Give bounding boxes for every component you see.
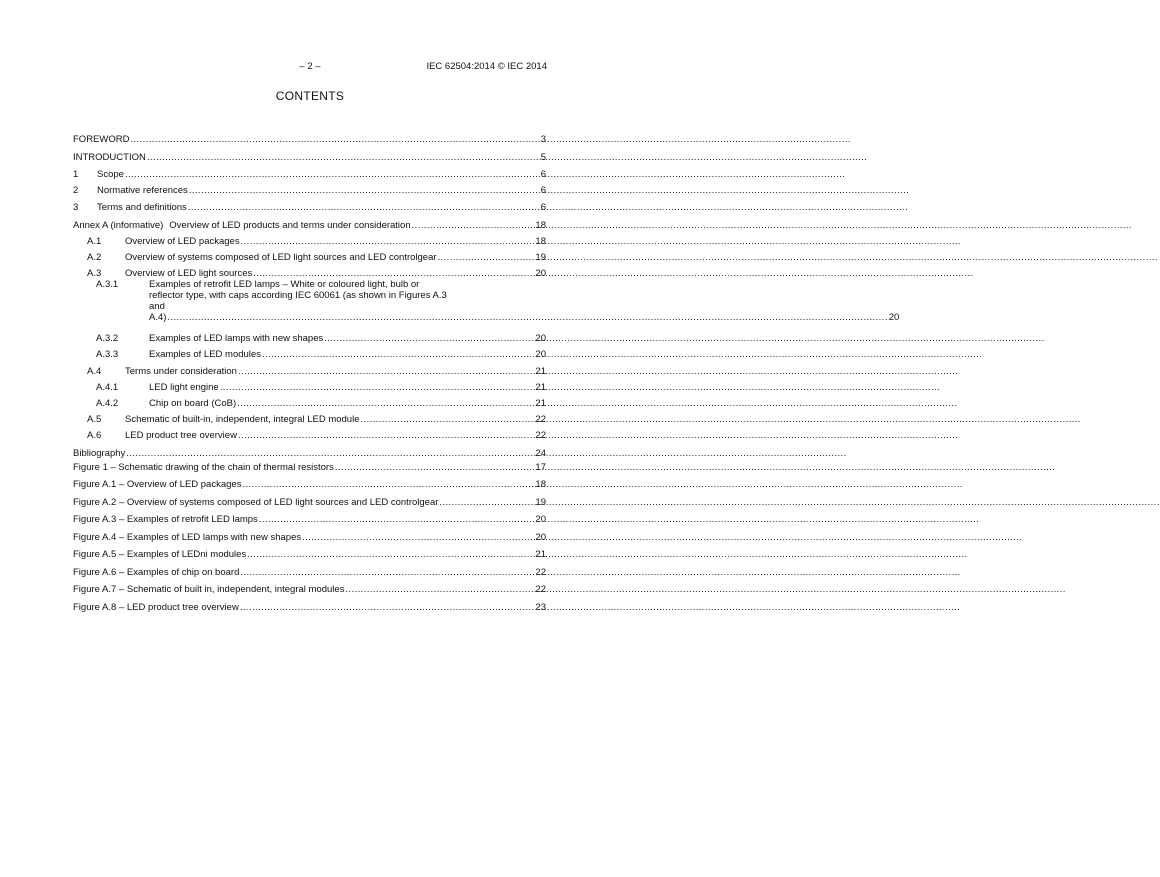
- toc-entry-text: [96, 398, 236, 409]
- toc-entry-label: INTRODUCTION: [73, 152, 146, 163]
- dot-leader: [238, 366, 534, 377]
- figure-entry-page: 18: [535, 479, 546, 490]
- toc-entry-number: A.5: [87, 414, 102, 426]
- toc-entry-text: [73, 169, 124, 180]
- document-reference: IEC 62504:2014 © IEC 2014: [426, 61, 547, 72]
- toc-entry[interactable]: [73, 425, 546, 441]
- toc-entry[interactable]: [73, 213, 546, 231]
- figure-entry-label: Figure A.1 – Overview of LED packages: [73, 479, 242, 490]
- figure-entry-page: 19: [535, 496, 546, 508]
- toc-entry-page: 20: [535, 268, 546, 280]
- toc-entry-label: Terms and definitions: [97, 201, 187, 213]
- dot-leader: [241, 236, 535, 247]
- toc-entry-page: 21: [535, 365, 546, 377]
- figure-entry[interactable]: [73, 490, 546, 508]
- toc-entry-number: A.3.2: [96, 333, 119, 345]
- toc-entry-number: A.1: [87, 235, 102, 247]
- toc-entry-number: 3: [73, 201, 79, 213]
- figure-entry[interactable]: [73, 543, 546, 561]
- toc-entry-label: Overview of LED products and terms under consideration: [169, 219, 411, 231]
- toc-entry[interactable]: [73, 247, 546, 263]
- figure-entry-label: Figure A.3 – Examples of retrofit LED lamps: [73, 514, 258, 525]
- figure-entry-label: Figure A.8 – LED product tree overview: [73, 601, 239, 613]
- figure-entry[interactable]: [73, 595, 546, 613]
- toc-entry[interactable]: [73, 231, 546, 247]
- toc-entry-text: [87, 268, 252, 279]
- toc-entry-last-line: [149, 301, 899, 323]
- toc-entry[interactable]: [73, 344, 546, 360]
- dot-leader: [240, 567, 534, 578]
- dot-leader: [259, 514, 535, 525]
- dot-leader: [238, 430, 534, 441]
- toc-entry-number: A.6: [87, 430, 102, 442]
- toc-entry[interactable]: [73, 163, 546, 180]
- toc-entry-page: 21: [535, 381, 546, 393]
- toc-entry-label: LED product tree overview: [125, 430, 237, 442]
- figure-entry-label: Figure A.7 – Schematic of built in, independent, integral modules: [73, 584, 345, 595]
- toc-entry-number: 1: [73, 168, 79, 180]
- figure-entry[interactable]: [73, 525, 546, 543]
- toc-entry-number: A.4.1: [96, 381, 119, 393]
- toc-entry-page: 20: [888, 312, 900, 324]
- toc-entry[interactable]: [73, 377, 546, 393]
- dot-leader: [240, 602, 535, 613]
- dot-leader: [130, 134, 539, 145]
- toc-entry-page: 6: [540, 185, 546, 196]
- toc-entry-number: A.3: [87, 268, 102, 280]
- toc-entry-label: LED light engine: [149, 381, 219, 393]
- toc-entry-page: 18: [535, 219, 546, 231]
- toc-entry-label: Schematic of built-in, independent, integral LED module: [125, 414, 360, 426]
- dot-leader: [247, 549, 534, 560]
- toc-entry[interactable]: [73, 279, 900, 324]
- toc-entry[interactable]: [73, 196, 546, 213]
- toc-entry[interactable]: [73, 393, 546, 409]
- toc-entry-text: [73, 202, 187, 213]
- toc-entry[interactable]: [73, 145, 546, 163]
- figure-entry-page: 21: [535, 549, 546, 560]
- figure-entry-page: 22: [535, 566, 546, 578]
- toc-entry-number: 2: [73, 185, 79, 196]
- toc-entry-label: Overview of LED packages: [125, 235, 240, 247]
- dot-leader: [439, 497, 534, 508]
- toc-entry-page: 22: [535, 414, 546, 426]
- toc-entry-page: 6: [540, 168, 546, 180]
- toc-entry-page: 3: [540, 134, 546, 145]
- dot-leader: [167, 312, 887, 323]
- toc-entry-page: 24: [535, 448, 546, 460]
- figure-entry-page: 17: [535, 461, 546, 473]
- page-number: – 2 –: [299, 61, 321, 72]
- dot-leader: [324, 333, 534, 344]
- table-of-contents: [73, 127, 900, 460]
- dot-leader: [438, 252, 535, 263]
- toc-entry-text: [96, 382, 219, 393]
- toc-entry-page: 5: [540, 152, 546, 163]
- toc-entry-page: 6: [540, 201, 546, 213]
- figure-entry-page: 22: [535, 584, 546, 595]
- toc-entry-label-line: and A.4): [149, 301, 167, 324]
- toc-entry-text: [87, 252, 437, 263]
- toc-entry-page: 19: [535, 251, 546, 263]
- toc-entry-text: [73, 220, 411, 231]
- figure-entry-label: Figure A.4 – Examples of LED lamps with new shapes: [73, 531, 302, 543]
- toc-entry-label: Chip on board (CoB): [149, 398, 237, 409]
- figure-entry[interactable]: [73, 578, 546, 596]
- toc-entry-number: A.4: [87, 365, 102, 377]
- toc-entry-page: 20: [535, 349, 546, 361]
- dot-leader: [147, 152, 540, 163]
- toc-entry-number: A.4.2: [96, 398, 119, 409]
- toc-entry[interactable]: [73, 180, 546, 197]
- list-of-figures: [73, 455, 546, 613]
- figure-entry-label: Figure A.6 – Examples of chip on board: [73, 566, 240, 578]
- figure-entry-page: 23: [535, 601, 546, 613]
- toc-entry-number: A.3.3: [96, 349, 119, 361]
- toc-entry[interactable]: [73, 127, 546, 145]
- dot-leader: [253, 268, 534, 279]
- toc-entry-text: [87, 430, 237, 441]
- toc-entry[interactable]: [73, 328, 546, 344]
- dot-leader: [237, 398, 534, 409]
- toc-entry-label-line: Examples of retrofit LED lamps – White or coloured light, bulb or: [149, 279, 420, 291]
- dot-leader: [412, 220, 535, 231]
- toc-entry-label: Normative references: [97, 185, 188, 196]
- toc-entry-label: Overview of LED light sources: [125, 268, 253, 280]
- toc-entry[interactable]: [73, 263, 546, 279]
- toc-entry-text: [87, 414, 359, 425]
- toc-entry-number: Annex A (informative): [73, 219, 164, 231]
- toc-entry-label: Bibliography: [73, 448, 126, 460]
- figure-entry[interactable]: [73, 508, 546, 526]
- toc-entry-page: 22: [535, 430, 546, 442]
- figure-entry[interactable]: [73, 560, 546, 578]
- dot-leader: [360, 414, 534, 425]
- toc-entry-label: Examples of LED lamps with new shapes: [149, 333, 324, 345]
- toc-entry-text: [73, 134, 129, 145]
- figure-entry[interactable]: [73, 455, 546, 473]
- toc-entry-label: FOREWORD: [73, 134, 130, 145]
- dot-leader: [220, 382, 535, 393]
- toc-entry[interactable]: [73, 360, 546, 376]
- dot-leader: [242, 479, 534, 490]
- toc-entry-text: [73, 185, 188, 196]
- toc-entry-label-line: reflector type, with caps according IEC 60061 (as shown in Figures A.3: [149, 290, 447, 302]
- figure-entry-page: 20: [535, 514, 546, 525]
- dot-leader: [125, 169, 540, 180]
- toc-entry-text: [96, 333, 323, 344]
- toc-entry-page: 20: [535, 333, 546, 345]
- toc-entry-text: [149, 279, 899, 323]
- dot-leader: [302, 532, 534, 543]
- dot-leader: [345, 584, 534, 595]
- dot-leader: [262, 349, 534, 360]
- toc-entry-page: 18: [535, 235, 546, 247]
- dot-leader: [335, 462, 535, 473]
- page-title: CONTENTS: [275, 89, 345, 103]
- figure-entry[interactable]: [73, 473, 546, 491]
- figure-entry-page: 20: [535, 531, 546, 543]
- toc-entry[interactable]: [73, 409, 546, 425]
- figure-entry-label: Figure A.2 – Overview of systems composed of LED light sources and LED controlgear: [73, 496, 439, 508]
- dot-leader: [189, 185, 540, 196]
- toc-entry-text: [96, 349, 261, 360]
- toc-entry-number: A.2: [87, 251, 102, 263]
- toc-entry-label: Scope: [97, 168, 124, 180]
- toc-entry-page: 21: [535, 398, 546, 409]
- toc-entry-label: Overview of systems composed of LED light sources and LED controlgear: [125, 251, 437, 263]
- toc-entry-label: Examples of LED modules: [149, 349, 261, 361]
- toc-entry-number: A.3.1: [96, 279, 119, 291]
- dot-leader: [188, 202, 540, 213]
- toc-entry-text: [87, 236, 240, 247]
- toc-entry-text: [87, 366, 237, 377]
- toc-entry-text: [73, 152, 146, 163]
- toc-entry-label: Terms under consideration: [125, 365, 237, 377]
- figure-entry-label: Figure A.5 – Examples of LEDni modules: [73, 549, 247, 560]
- figure-entry-label: Figure 1 – Schematic drawing of the chain of thermal resistors: [73, 461, 334, 473]
